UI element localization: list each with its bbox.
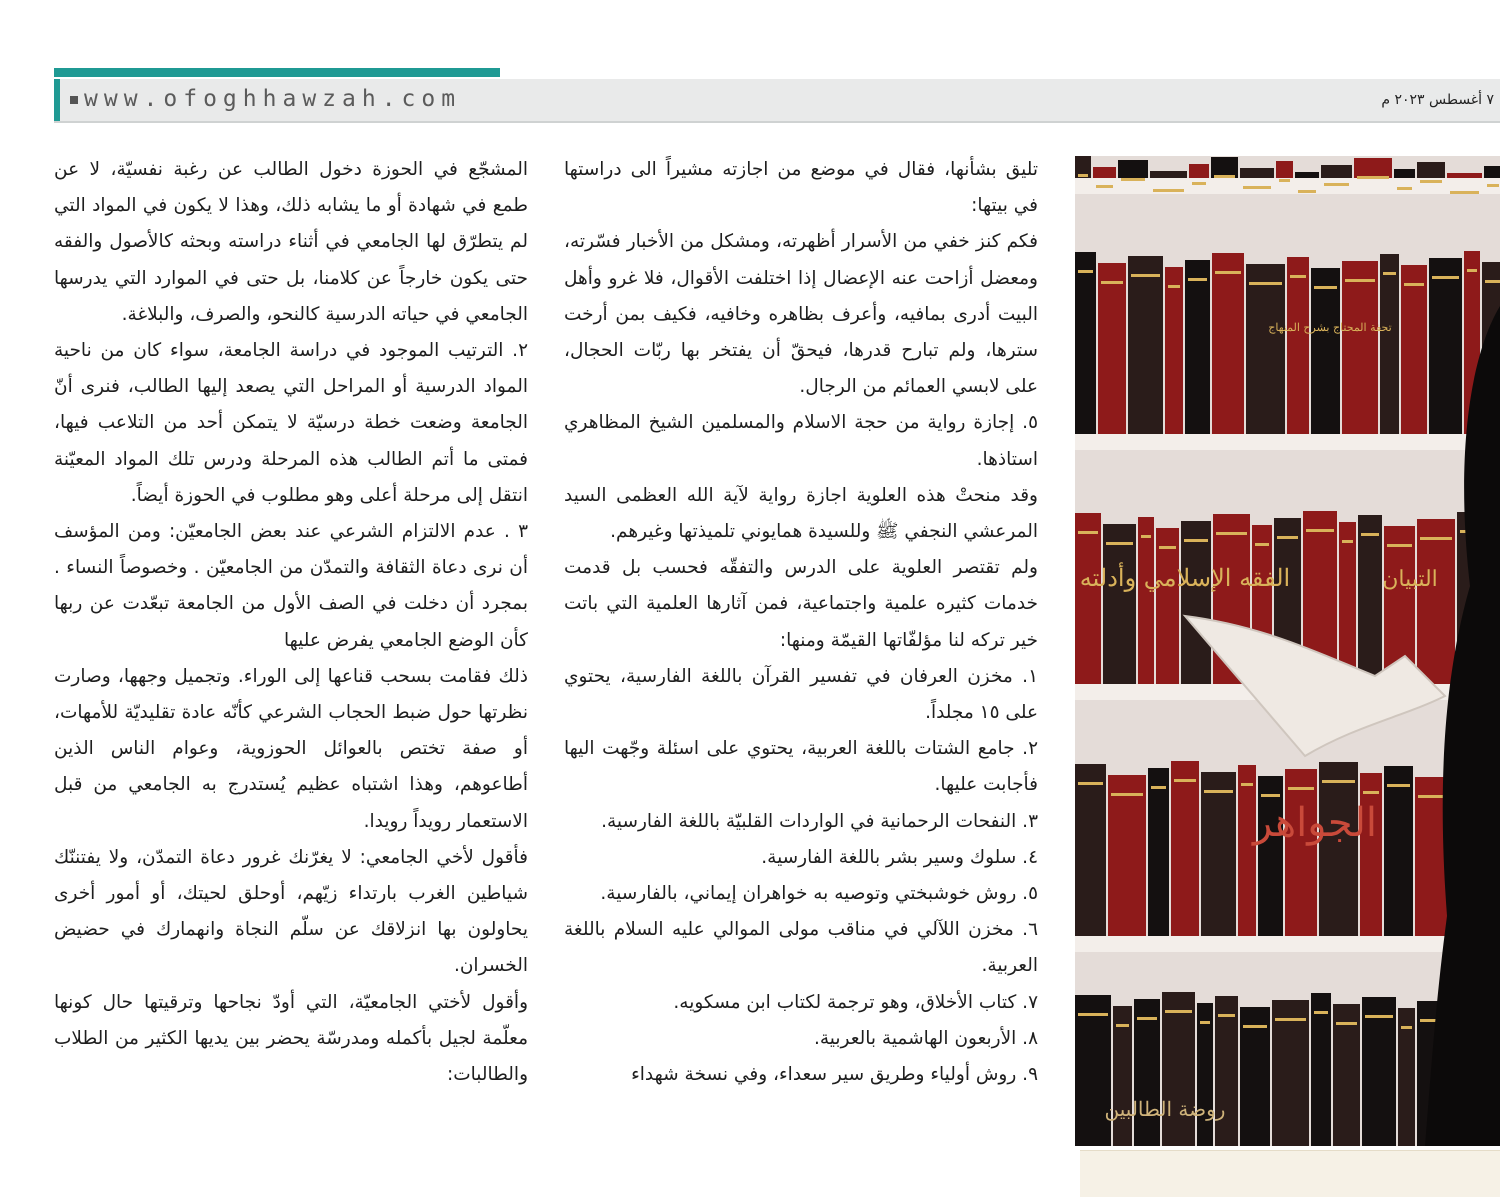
- book-gilt-band: [1111, 793, 1143, 796]
- book-spine: [1394, 169, 1415, 178]
- book-spine: [1185, 260, 1210, 434]
- book-gilt-band: [1168, 285, 1180, 288]
- book-gilt-band: [1298, 190, 1316, 193]
- book-spine: [1138, 517, 1154, 684]
- list-item: ٩. روش أولياء وطريق سير سعداء، وفي نسخة شهداء: [631, 1064, 1038, 1086]
- book-spine: [1360, 773, 1382, 936]
- book-gilt-band: [1345, 279, 1375, 282]
- book-gilt-band: [1277, 536, 1298, 539]
- list-item: ١. مخزن العرفان في تفسير القرآن باللغة الفارسية، يحتوي على ١٥ مجلداً.: [564, 665, 1038, 724]
- book-gilt-band: [1255, 543, 1269, 546]
- book-spine: [1075, 513, 1101, 684]
- paragraph: ٥. إجازة رواية من حجة الاسلام والمسلمين الشيخ المظاهري استاذها.: [564, 412, 1038, 470]
- article-column-left: [54, 152, 528, 1093]
- book-gilt-band: [1420, 180, 1442, 183]
- book-spine: [1240, 168, 1274, 178]
- book-spine: [1342, 261, 1378, 434]
- book-title-tibyan: التبيان: [1382, 567, 1438, 592]
- book-gilt-band: [1078, 1013, 1108, 1016]
- book-gilt-band: [1165, 1010, 1192, 1013]
- book-spine: [1417, 519, 1455, 684]
- site-url[interactable]: [70, 86, 461, 112]
- book-gilt-band: [1078, 270, 1093, 273]
- book-gilt-band: [1204, 790, 1233, 793]
- bullet-square-icon: [70, 96, 78, 104]
- book-spine: [1197, 1003, 1213, 1146]
- book-gilt-band: [1314, 286, 1337, 289]
- paragraph: فأقول لأخي الجامعي: لا يغرّنك غرور دعاة التمدّن، ولا يفتننّك شياطين الغرب بارتداء زيّهم، أوحلق لحيتك، أو أمور أخرى يحاولون بها انزلاقك عن سلّم النجاة وانهمارك في حضيض الخسران.: [54, 846, 528, 977]
- book-gilt-band: [1279, 179, 1290, 182]
- list-item: ٢. جامع الشتات باللغة العربية، يحتوي على اسئلة وجّهت اليها فأجابت عليها.: [564, 738, 1038, 796]
- book-gilt-band: [1243, 186, 1271, 189]
- book-spine: [1162, 992, 1195, 1146]
- book-gilt-band: [1322, 780, 1355, 783]
- book-gilt-band: [1383, 272, 1396, 275]
- book-gilt-band: [1306, 529, 1334, 532]
- book-spine: [1156, 528, 1179, 684]
- list-item: ٦. مخزن اللآلي في مناقب مولى الموالي عليه السلام باللغة العربية.: [564, 919, 1038, 977]
- book-gilt-band: [1106, 542, 1133, 545]
- book-spine: [1417, 162, 1445, 178]
- book-spine: [1319, 762, 1358, 936]
- book-spine: [1358, 515, 1382, 684]
- book-spine: [1215, 996, 1238, 1146]
- book-spine: [1075, 764, 1106, 936]
- book-gilt-band: [1432, 276, 1459, 279]
- book-gilt-band: [1336, 1022, 1357, 1025]
- book-gilt-band: [1363, 791, 1379, 794]
- book-gilt-band: [1137, 1017, 1157, 1020]
- book-gilt-band: [1078, 531, 1098, 534]
- book-gilt-band: [1214, 175, 1235, 178]
- book-title-rawda: روضة الطالبين: [1104, 1097, 1226, 1121]
- book-spine: [1134, 999, 1160, 1146]
- book-spine: [1354, 158, 1392, 178]
- book-gilt-band: [1159, 546, 1176, 549]
- book-spine: [1311, 268, 1340, 434]
- paragraph: المشجّع في الحوزة دخول الطالب عن رغبة نفسيّة، لا عن طمع في شهادة أو ما يشابه ذلك، وهذا لا يكون في المواد التي لم يتطرّق لها الجامعي في أثناء دراسته وبحثه كالأصول والفقه حتى يكون خارجاً عن كلامنا، بل حتى في الموارد التي يدرسها الجامعي في حياته الدرسية كالنحو، والصرف، والبلاغة.: [54, 159, 528, 325]
- paragraph: فكم كنز خفي من الأسرار أظهرته، ومشكل من الأخبار فسّرته، ومعضل أزاحت عنه الإعضال إذا اختلفت الأقوال، فلا غرو وأهل البيت أدرى بمافيه، وأعرف بظاهره وخافيه، فكيف بمن أرخت سترها، ولم تبارح قدرها، فيحقّ أن يفتخر بها ربّات الحجال، على لابسي العمائم من الرجال.: [564, 231, 1038, 398]
- book-spine: [1285, 769, 1317, 936]
- book-gilt-band: [1261, 794, 1280, 797]
- book-gilt-band: [1485, 280, 1500, 283]
- paragraph: تليق بشأنها، فقال في موضع من اجازته مشيراً الى دراستها في بيتها:: [564, 159, 1038, 217]
- book-gilt-band: [1450, 191, 1479, 194]
- book-spine: [1272, 1000, 1309, 1146]
- book-spine: [1321, 165, 1352, 178]
- book-gilt-band: [1218, 1014, 1235, 1017]
- shelf-board: [1075, 434, 1500, 450]
- book-spine: [1108, 775, 1146, 936]
- book-gilt-band: [1215, 271, 1241, 274]
- list-item: ٤. سلوك وسير بشر باللغة الفارسية.: [761, 846, 1038, 868]
- book-spine: [1333, 1004, 1360, 1146]
- book-spine: [1171, 761, 1199, 936]
- book-spine: [1447, 173, 1482, 178]
- book-spine: [1212, 253, 1244, 434]
- book-gilt-band: [1116, 1024, 1129, 1027]
- paragraph: ٢. الترتيب الموجود في دراسة الجامعة، سواء كان من ناحية المواد الدرسية أو المراحل التي يصعد إليها الطالب، فنرى أنّ الجامعة وضعت خطة درسيّة لا يتمكن أحد من التلاعب فيها، فمتى ما أتم الطالب هذه المرحلة ودرس تلك المواد المعيّنة انتقل إلى مرحلة أعلى وهو مطلوب في الحوزة أيضاً.: [54, 340, 528, 506]
- book-spine: [1362, 997, 1396, 1146]
- book-spine: [1384, 766, 1413, 936]
- paragraph: وقد منحتْ هذه العلوية اجازة رواية لآية الله العظمى السيد المرعشي النجفي ﷺ وللسيدة همايوني تلميذتها وغيرهم.: [564, 484, 1038, 543]
- book-gilt-band: [1361, 533, 1379, 536]
- book-gilt-band: [1404, 283, 1424, 286]
- book-spine: [1075, 995, 1111, 1146]
- book-gilt-band: [1275, 1018, 1306, 1021]
- book-spine: [1429, 258, 1462, 434]
- list-item: ٣. النفحات الرحمانية في الواردات القلبيّة باللغة الفارسية.: [601, 810, 1038, 832]
- book-gilt-band: [1387, 544, 1412, 547]
- book-gilt-band: [1324, 183, 1349, 186]
- book-gilt-band: [1200, 1021, 1210, 1024]
- book-gilt-band: [1184, 539, 1208, 542]
- book-gilt-band: [1401, 1026, 1412, 1029]
- book-title-tuhfa: تحفة المحتاج بشرح المنهاج: [1268, 321, 1392, 334]
- book-gilt-band: [1487, 184, 1499, 187]
- book-title-fiqh: الفقه الإسلامي وأدلته: [1079, 564, 1291, 592]
- book-gilt-band: [1365, 1015, 1393, 1018]
- book-spine: [1150, 171, 1187, 178]
- book-spine: [1201, 772, 1236, 936]
- book-gilt-band: [1151, 786, 1166, 789]
- book-gilt-band: [1131, 274, 1160, 277]
- bookshelf-illustration: [1075, 156, 1500, 1146]
- book-spine: [1295, 172, 1319, 178]
- book-gilt-band: [1153, 189, 1184, 192]
- book-gilt-band: [1078, 782, 1103, 785]
- book-gilt-band: [1096, 185, 1113, 188]
- book-gilt-band: [1467, 269, 1477, 272]
- book-gilt-band: [1249, 282, 1282, 285]
- article-column-middle: [564, 152, 1038, 1093]
- list-item: ٨. الأربعون الهاشمية بالعربية.: [813, 1027, 1038, 1049]
- shelf-board: [1075, 936, 1500, 952]
- book-spine: [1238, 765, 1256, 936]
- book-title-jawahir: الجواهر: [1252, 800, 1378, 846]
- book-spine: [1484, 166, 1500, 178]
- book-gilt-band: [1141, 535, 1151, 538]
- book-spine: [1189, 164, 1209, 178]
- book-gilt-band: [1243, 1025, 1267, 1028]
- book-gilt-band: [1357, 176, 1389, 179]
- book-gilt-band: [1101, 281, 1123, 284]
- photo-caption-strip: [1080, 1150, 1500, 1197]
- book-gilt-band: [1216, 532, 1247, 535]
- list-item: ٥. روش خوشبختي وتوصيه به خواهران إيماني، بالفارسية.: [600, 883, 1038, 905]
- book-spine: [1311, 993, 1331, 1146]
- header-accent-bar: [54, 68, 500, 77]
- book-gilt-band: [1188, 278, 1207, 281]
- book-gilt-band: [1420, 537, 1452, 540]
- list-item: ٧. كتاب الأخلاق، وهو ترجمة لكتاب ابن مسكويه.: [673, 991, 1038, 1013]
- book-spine: [1098, 263, 1126, 434]
- book-spine: [1339, 522, 1356, 684]
- book-spine: [1118, 160, 1148, 178]
- paragraph: ٣ . عدم الالتزام الشرعي عند بعض الجامعيّن: ومن المؤسف أن نرى دعاة الثقافة والتمدّن من الجامعيّن . وخصوصاً النساء . بمجرد أن دخلت في الصف الأول من الجامعة تبعّدت عن ربها كأن الوضع الجامعي يفرض عليها: [54, 521, 528, 651]
- book-spine: [1148, 768, 1169, 936]
- paragraph: وأقول لأختي الجامعيّة، التي أودّ نجاحها وترقيتها حال كونها معلّمة لجيل بأكمله ومدرسّة يحضر بين يديها الكثير من الطلاب والطالبات:: [54, 991, 528, 1086]
- book-gilt-band: [1241, 783, 1253, 786]
- book-spine: [1380, 254, 1399, 434]
- book-spine: [1287, 257, 1309, 434]
- book-spine: [1401, 265, 1427, 434]
- book-gilt-band: [1290, 275, 1306, 278]
- paragraph: ذلك فقامت بسحب قناعها إلى الوراء. وتجميل وجهها، وصارت نظرتها حول ضبط الحجاب الشرعي كأنّه عادة تقليديّة للأمهات، أو صفة تختص بالعوائل الحوزوية، وعوام الناس الذين أطاعوهم، وهذا اشتباه عظيم يُستدرج به الجامعي من قبل الاستعمار رويداً رويدا.: [54, 665, 528, 832]
- book-gilt-band: [1397, 187, 1412, 190]
- book-spine: [1128, 256, 1163, 434]
- site-url-text: www.ofoghhawzah.com: [84, 86, 462, 112]
- book-gilt-band: [1121, 178, 1145, 181]
- book-spine: [1211, 157, 1238, 178]
- book-gilt-band: [1387, 784, 1410, 787]
- book-gilt-band: [1192, 182, 1206, 185]
- book-spine: [1075, 252, 1096, 434]
- book-gilt-band: [1288, 787, 1314, 790]
- book-spine: [1246, 264, 1285, 434]
- book-spine: [1093, 167, 1116, 178]
- book-spine: [1276, 161, 1293, 178]
- book-gilt-band: [1174, 779, 1196, 782]
- book-spine: [1103, 524, 1136, 684]
- issue-date: ٧ أغسطس ٢٠٢٣ م: [1381, 92, 1494, 108]
- book-gilt-band: [1078, 174, 1088, 177]
- book-spine: [1181, 521, 1211, 684]
- library-photo: [1075, 156, 1500, 1146]
- book-gilt-band: [1342, 540, 1353, 543]
- book-spine: [1165, 267, 1183, 434]
- book-gilt-band: [1314, 1011, 1328, 1014]
- header-left-marker: [54, 79, 60, 121]
- paragraph: ولم تقتصر العلوية على الدرس والتفقّه فحسب بل قدمت خدمات كثيره علمية واجتماعية، فمن آثارها العلمية التي باتت خير تركه لنا مؤلفّاتها القيمّة ومنها:: [564, 557, 1038, 651]
